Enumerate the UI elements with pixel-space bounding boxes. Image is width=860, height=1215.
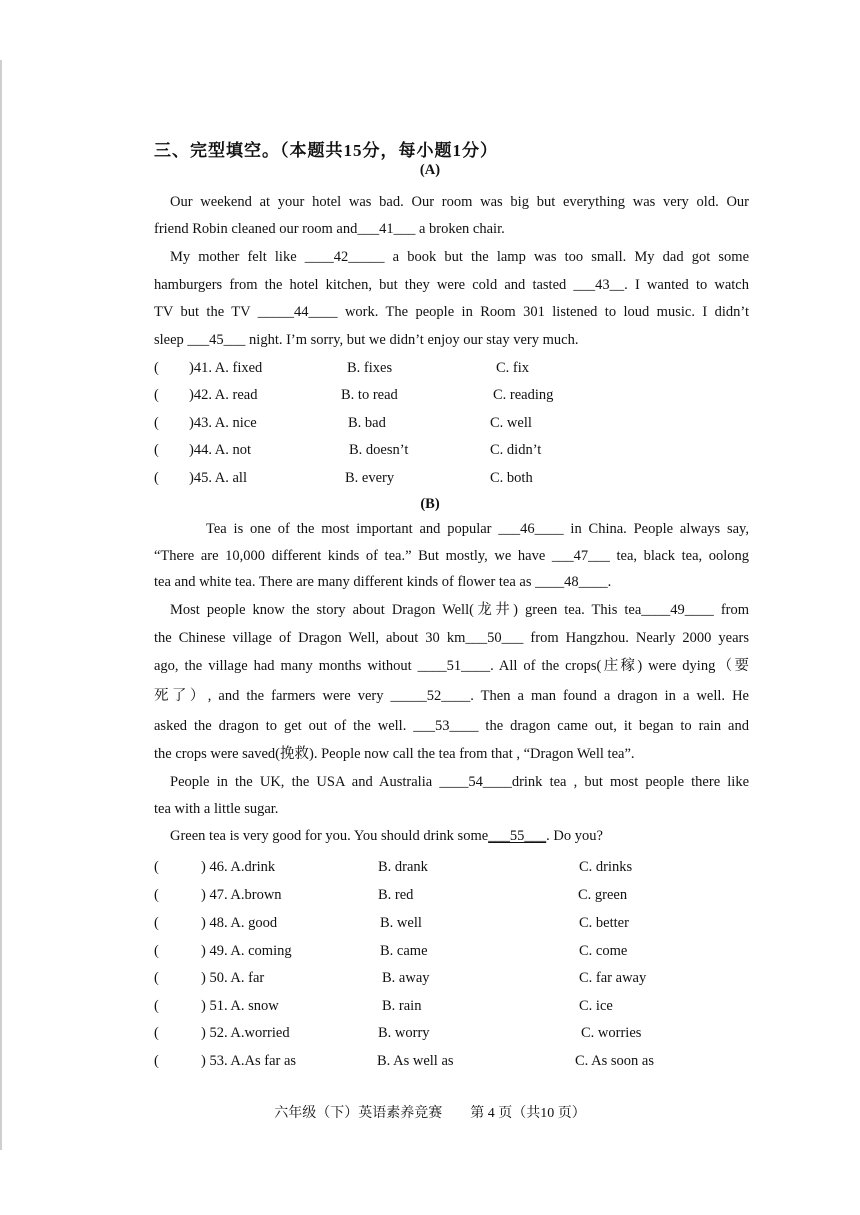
- passage-b-line: the crops were saved(挽救). People now call the tea from that , “Dragon Well tea”.: [154, 746, 635, 762]
- section-heading: 三、完型填空。（本题共15分，每小题1分）: [154, 141, 498, 160]
- passage-a-line: Our weekend at your hotel was bad. Our room was big but everything was very old. Our: [170, 194, 749, 210]
- passage-a-line: TV but the TV _____44____ work. The people in Room 301 listened to loud music. I didn’t: [154, 304, 749, 320]
- passage-b-line: Most people know the story about Dragon Well(龙井) green tea. This tea____49____ from: [170, 602, 750, 618]
- passage-b-line: Green tea is very good for you. You should drink some___55___. Do you?: [170, 828, 603, 844]
- page-edge: [0, 60, 2, 1150]
- passage-b-line: tea with a little sugar.: [154, 801, 279, 817]
- passage-b-line: ago, the village had many months without ____51____. All of the crops(庄稼) were dying（要: [154, 658, 749, 674]
- passage-b-line: the Chinese village of Dragon Well, about 30 km___50___ from Hangzhou. Nearly 2000 years: [154, 630, 750, 646]
- page-footer: 六年级（下）英语素养竞赛 第 4 页（共10 页）: [274, 1106, 586, 1121]
- passage-a-line: sleep ___45___ night. I’m sorry, but we didn’t enjoy our stay very much.: [154, 332, 579, 348]
- passage-b-line: “There are 10,000 different kinds of tea.” But mostly, we have ___47___ tea, black tea, oolong: [154, 548, 750, 564]
- passage-a-label: (A): [419, 162, 441, 178]
- passage-a-line: hamburgers from the hotel kitchen, but they were cold and tasted ___43__. I wanted to watch: [154, 277, 749, 293]
- passage-b-line: asked the dragon to get out of the well. ___53____ the dragon came out, it began to rain and: [154, 718, 749, 734]
- passage-a-line: friend Robin cleaned our room and___41___ a broken chair.: [154, 221, 505, 237]
- passage-b-label: (B): [420, 496, 440, 512]
- passage-b-line: People in the UK, the USA and Australia ____54____drink tea , but most people there like: [170, 774, 750, 790]
- passage-b-line: Tea is one of the most important and popular ___46____ in China. People always say,: [206, 521, 749, 537]
- passage-b-line: tea and white tea. There are many different kinds of flower tea as ____48____.: [154, 574, 612, 590]
- passage-b-line: 死了）, and the farmers were very _____52____. Then a man found a dragon in a well. He: [154, 688, 749, 704]
- passage-a-line: My mother felt like ____42_____ a book but the lamp was too small. My dad got some: [170, 249, 749, 265]
